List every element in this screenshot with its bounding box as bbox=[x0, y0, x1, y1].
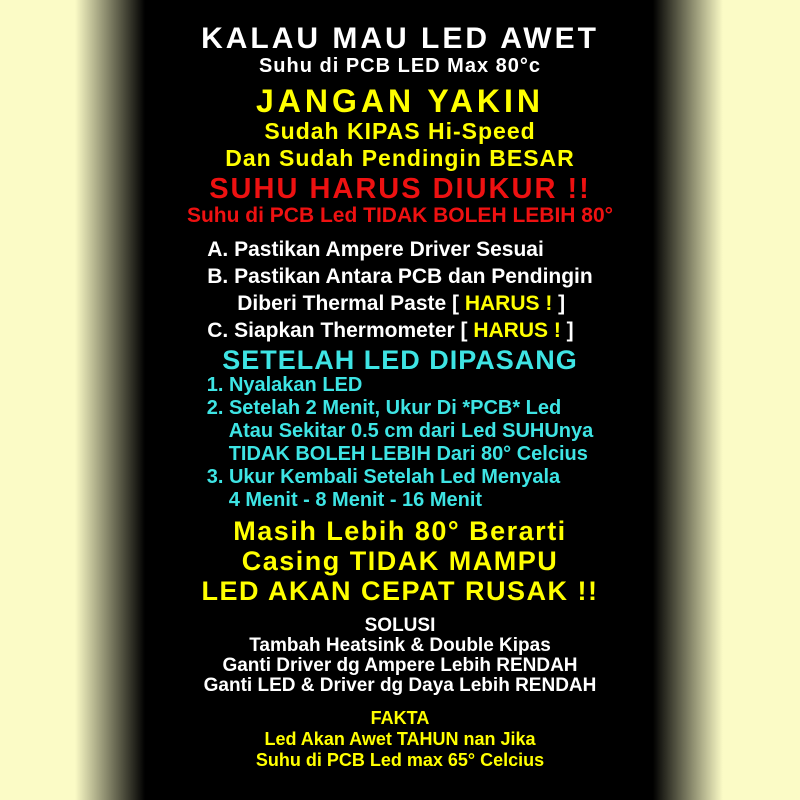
step-1: 1. Nyalakan LED bbox=[206, 374, 363, 396]
solution-line-3: Ganti LED & Driver dg Daya Lebih RENDAH bbox=[203, 675, 597, 696]
fact-heading: FAKTA bbox=[370, 708, 430, 728]
step-2-continuation-1: Atau Sekitar 0.5 cm dari Led SUHUnya bbox=[228, 420, 594, 442]
solution-heading: SOLUSI bbox=[364, 615, 436, 636]
verdict-line-2: Casing TIDAK MAMPU bbox=[241, 546, 559, 576]
warning-line-heatsink: Dan Sudah Pendingin BESAR bbox=[225, 145, 575, 171]
solution-line-2: Ganti Driver dg Ampere Lebih RENDAH bbox=[222, 655, 578, 676]
poster-subtitle: Suhu di PCB LED Max 80°c bbox=[258, 55, 542, 77]
checklist-b-highlight: HARUS ! bbox=[464, 292, 553, 315]
checklist-item-c bbox=[207, 317, 592, 344]
poster-title: KALAU MAU LED AWET bbox=[201, 22, 599, 55]
verdict bbox=[0, 516, 800, 606]
checklist-c-text: C. Siapkan Thermometer [ bbox=[207, 319, 474, 342]
fact-section bbox=[0, 708, 800, 771]
alert-subline: Suhu di PCB Led TIDAK BOLEH LEBIH 80° bbox=[186, 204, 614, 227]
checklist-b-cont-text: Diberi Thermal Paste [ bbox=[237, 292, 465, 315]
warning-line-fan: Sudah KIPAS Hi-Speed bbox=[264, 118, 536, 144]
checklist-c-highlight: HARUS ! bbox=[473, 319, 561, 342]
checklist-item-b-continuation bbox=[207, 290, 592, 317]
fact-line-1: Led Akan Awet TAHUN nan Jika bbox=[264, 729, 536, 749]
verdict-line-1: Masih Lebih 80° Berarti bbox=[233, 516, 567, 546]
alert-headline: SUHU HARUS DIUKUR !! bbox=[209, 173, 591, 205]
checklist-item-a: A. Pastikan Ampere Driver Sesuai bbox=[207, 238, 544, 261]
fact-line-2: Suhu di PCB Led max 65° Celcius bbox=[255, 750, 545, 770]
step-3: 3. Ukur Kembali Setelah Led Menyala bbox=[206, 466, 561, 488]
step-2: 2. Setelah 2 Menit, Ukur Di *PCB* Led bbox=[206, 397, 562, 419]
checklist-c-bracket: ] bbox=[560, 319, 574, 342]
checklist bbox=[207, 236, 592, 344]
step-2-continuation-2: TIDAK BOLEH LEBIH Dari 80° Celcius bbox=[228, 443, 588, 465]
checklist-b-cont-bracket: ] bbox=[552, 292, 566, 315]
checklist-item-b: B. Pastikan Antara PCB dan Pendingin bbox=[207, 265, 593, 288]
steps-list bbox=[207, 374, 594, 512]
warning-headline: JANGAN YAKIN bbox=[255, 83, 545, 119]
steps-heading: SETELAH LED DIPASANG bbox=[222, 345, 578, 375]
solution-line-1: Tambah Heatsink & Double Kipas bbox=[249, 635, 551, 656]
verdict-line-3: LED AKAN CEPAT RUSAK !! bbox=[201, 576, 599, 606]
solution-section bbox=[0, 616, 800, 696]
step-3-continuation: 4 Menit - 8 Menit - 16 Menit bbox=[228, 489, 483, 511]
